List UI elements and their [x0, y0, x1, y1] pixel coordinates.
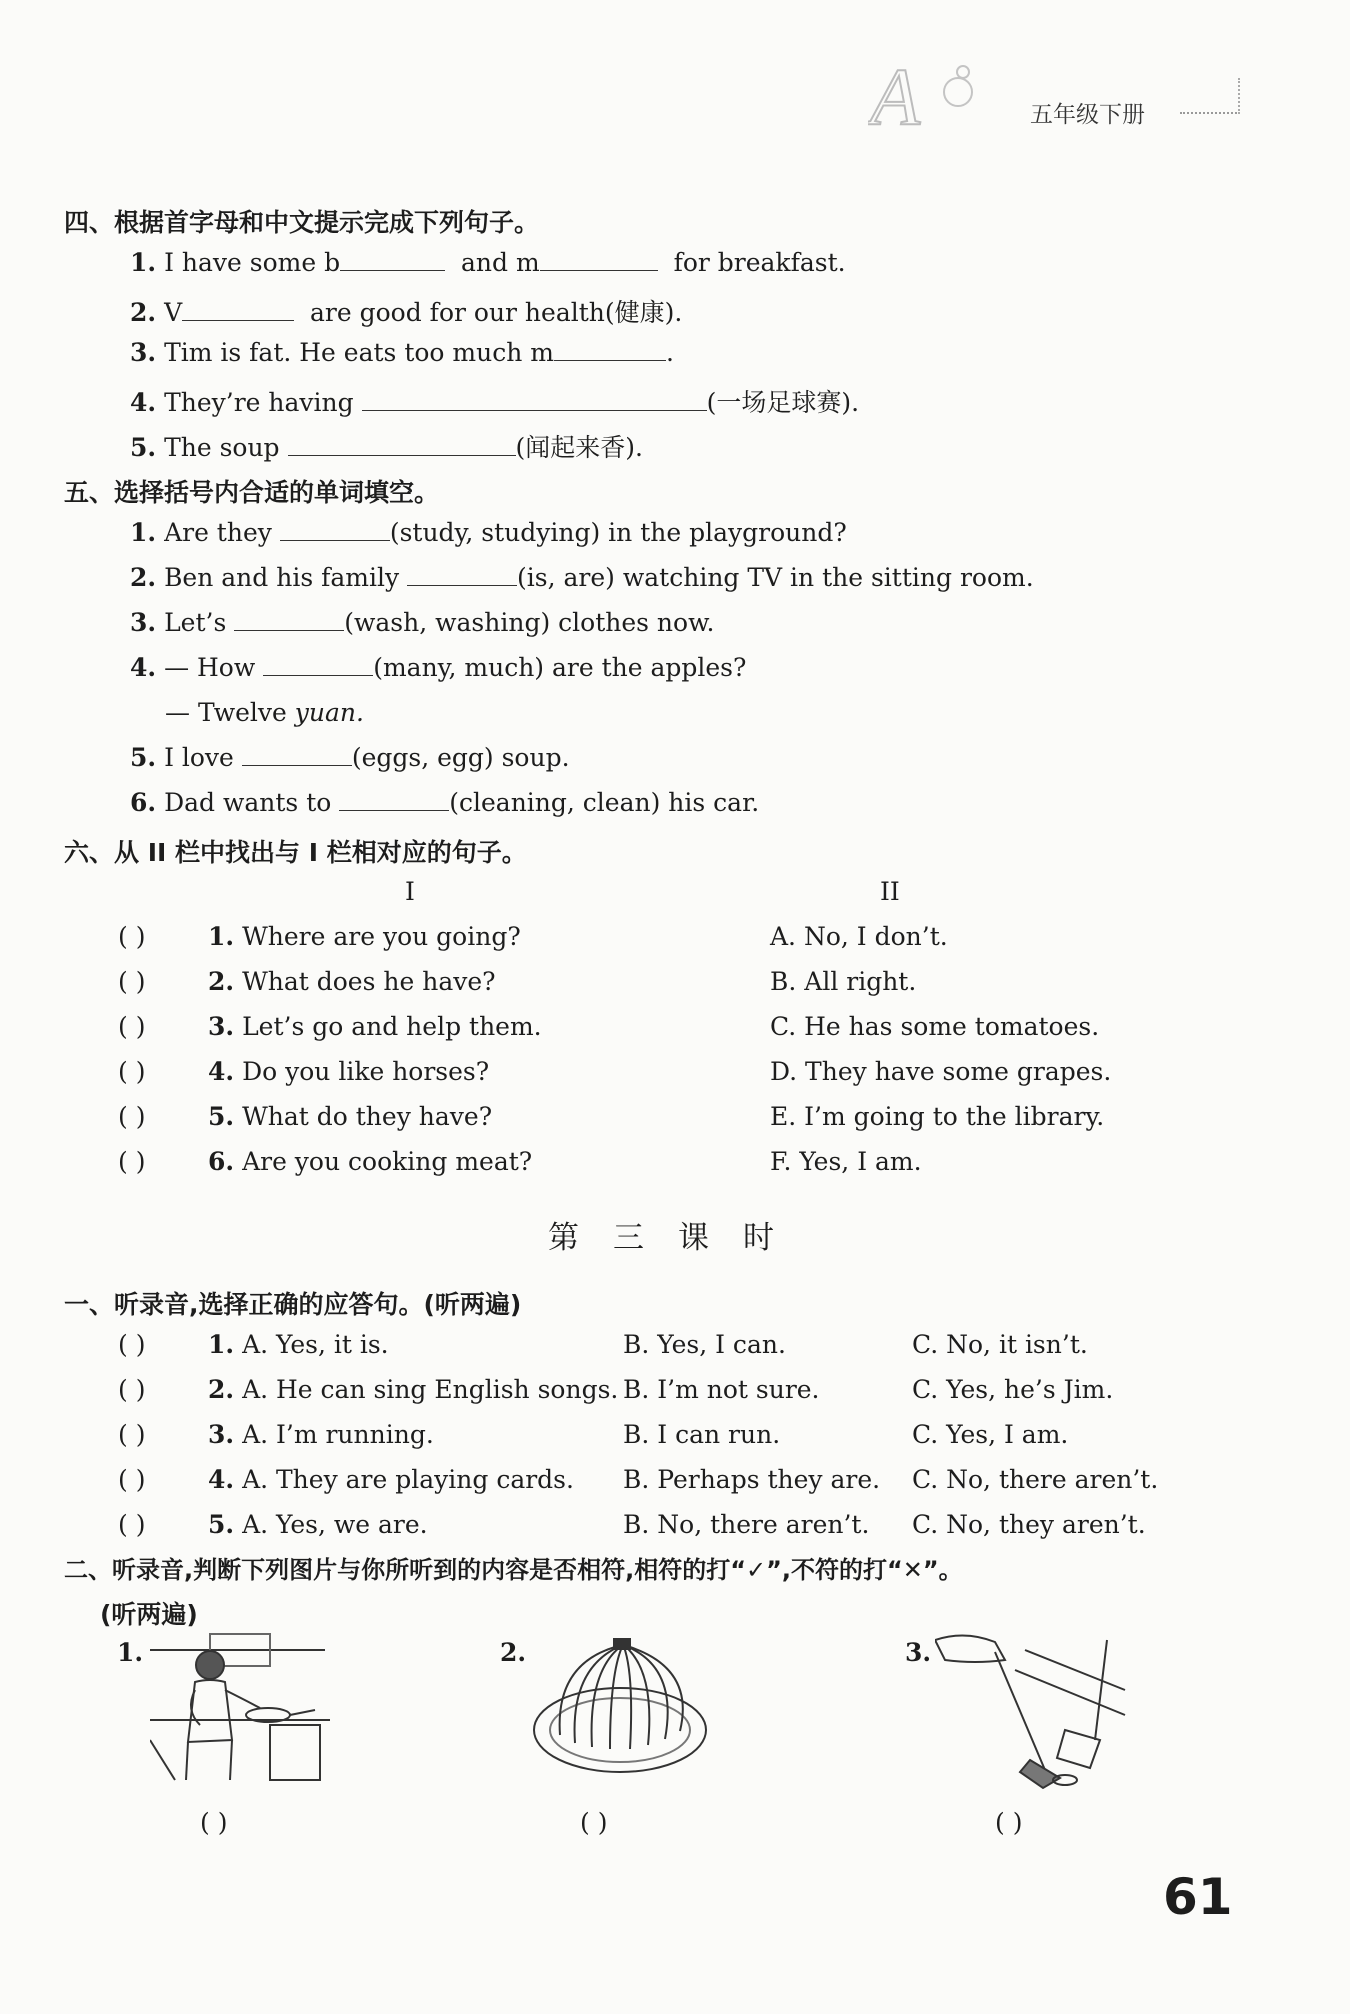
- s5-i1-before: Are they: [164, 518, 272, 547]
- match-left-text: What does he have?: [242, 967, 496, 996]
- choice-c: C. Yes, I am.: [912, 1420, 1069, 1449]
- s4-i4-part1: They’re having: [164, 388, 354, 417]
- match-left-text: Are you cooking meat?: [242, 1147, 533, 1176]
- s5-item3: [130, 608, 714, 637]
- choice-b: B. Perhaps they are.: [623, 1465, 881, 1494]
- picture2-answer-paren[interactable]: ( ): [580, 1808, 608, 1837]
- section5-title: 五、选择括号内合适的单词填空。: [64, 478, 440, 507]
- match-left-text: Do you like horses?: [242, 1057, 490, 1086]
- match-row: [0, 1147, 1350, 1187]
- match-row: [0, 1102, 1350, 1142]
- choice-num: 3.: [208, 1420, 235, 1449]
- s4-i1-blank2[interactable]: [540, 248, 658, 271]
- s5-item5: [130, 743, 570, 772]
- s5-item2: [130, 563, 1034, 592]
- match-right-text: B. All right.: [770, 967, 917, 996]
- svg-text:A: A: [870, 52, 921, 138]
- choice-a: A. He can sing English songs.: [242, 1375, 619, 1404]
- s4-i2-part2: are good for our health(健康).: [310, 298, 683, 327]
- section4-title: 四、根据首字母和中文提示完成下列句子。: [64, 208, 540, 237]
- s5-i3-blank[interactable]: [234, 608, 344, 631]
- s5-i2-before: Ben and his family: [164, 563, 400, 592]
- s5-i1-blank[interactable]: [280, 518, 390, 541]
- lesson-title: 第三课时: [548, 1220, 808, 1256]
- s5-i6-blank[interactable]: [339, 788, 449, 811]
- s4-i4-part2: (一场足球赛).: [706, 388, 860, 417]
- s4-item2: [130, 293, 682, 329]
- cooking-woman-icon: [150, 1630, 330, 1785]
- s5-i6-before: Dad wants to: [164, 788, 332, 817]
- s4-item4: [130, 383, 859, 419]
- s4-i3-part1: Tim is fat. He eats too much m: [164, 338, 554, 367]
- header-dotted-line: [1180, 112, 1240, 114]
- match-row: [0, 967, 1350, 1007]
- choice-a: A. Yes, it is.: [242, 1330, 389, 1359]
- answer-paren[interactable]: ( ): [118, 1420, 146, 1449]
- s4-i3-part2: .: [665, 338, 674, 367]
- choice-b: B. Yes, I can.: [623, 1330, 786, 1359]
- choice-row: [0, 1465, 1350, 1505]
- s5-num3: 3.: [130, 608, 157, 637]
- grade-label: 五年级下册: [1030, 102, 1145, 128]
- match-num: 6.: [208, 1147, 235, 1176]
- picture1-answer-paren[interactable]: ( ): [200, 1808, 228, 1837]
- s5-item4: [130, 653, 746, 682]
- s5-i5-before: I love: [164, 743, 234, 772]
- s5-num5: 5.: [130, 743, 157, 772]
- choice-row: [0, 1420, 1350, 1460]
- match-num: 2.: [208, 967, 235, 996]
- column-I-head: I: [405, 877, 415, 906]
- answer-paren[interactable]: ( ): [118, 1375, 146, 1404]
- s5-i2-blank[interactable]: [407, 563, 517, 586]
- s5-num6: 6.: [130, 788, 157, 817]
- choice-c: C. Yes, he’s Jim.: [912, 1375, 1114, 1404]
- s4-i1-blank1[interactable]: [340, 248, 445, 271]
- header-dotted-edge: [1238, 78, 1240, 114]
- s4-num1: 1.: [130, 248, 157, 277]
- s5-i6-after: (cleaning, clean) his car.: [449, 788, 760, 817]
- answer-paren[interactable]: ( ): [118, 1465, 146, 1494]
- picture3-answer-paren[interactable]: ( ): [995, 1808, 1023, 1837]
- match-right-text: A. No, I don’t.: [770, 922, 948, 951]
- match-left-text: What do they have?: [242, 1102, 493, 1131]
- s5-i4-before: — How: [164, 653, 256, 682]
- match-row: [0, 1057, 1350, 1097]
- answer-paren[interactable]: ( ): [118, 1147, 146, 1176]
- s4-i2-part1: V: [164, 298, 183, 327]
- match-num: 1.: [208, 922, 235, 951]
- match-right-text: E. I’m going to the library.: [770, 1102, 1105, 1131]
- s5-num2: 2.: [130, 563, 157, 592]
- s4-i1-part2: and m: [461, 248, 540, 277]
- s5-i1-after: (study, studying) in the playground?: [389, 518, 847, 547]
- page-number: 61: [1163, 1868, 1233, 1926]
- s4-i5-part1: The soup: [164, 433, 280, 462]
- s5-i2-after: (is, are) watching TV in the sitting room.: [517, 563, 1034, 592]
- choice-a: A. I’m running.: [242, 1420, 434, 1449]
- choice-c: C. No, they aren’t.: [912, 1510, 1146, 1539]
- match-num: 5.: [208, 1102, 235, 1131]
- choice-num: 4.: [208, 1465, 235, 1494]
- s4-num5: 5.: [130, 433, 157, 462]
- choice-c: C. No, there aren’t.: [912, 1465, 1159, 1494]
- s5-i3-after: (wash, washing) clothes now.: [344, 608, 715, 637]
- s4-num3: 3.: [130, 338, 157, 367]
- s5-num4: 4.: [130, 653, 157, 682]
- s5-i3-before: Let’s: [164, 608, 227, 637]
- listen2-subtitle: (听两遍): [100, 1600, 198, 1629]
- answer-paren[interactable]: ( ): [118, 1057, 146, 1086]
- choice-num: 2.: [208, 1375, 235, 1404]
- match-num: 4.: [208, 1057, 235, 1086]
- s4-item1: [130, 248, 846, 277]
- choice-b: B. No, there aren’t.: [623, 1510, 870, 1539]
- choice-b: B. I’m not sure.: [623, 1375, 820, 1404]
- match-row: [0, 922, 1350, 962]
- s4-i4-blank[interactable]: [362, 388, 707, 411]
- s4-item3: [130, 338, 674, 367]
- s5-i4b-after: yuan.: [294, 698, 364, 727]
- s5-i4-after: (many, much) are the apples?: [373, 653, 747, 682]
- s5-item4-answer: [165, 698, 364, 727]
- match-num: 3.: [208, 1012, 235, 1041]
- choice-num: 1.: [208, 1330, 235, 1359]
- s5-i5-after: (eggs, egg) soup.: [351, 743, 570, 772]
- choice-a: A. Yes, we are.: [242, 1510, 428, 1539]
- choice-c: C. No, it isn’t.: [912, 1330, 1088, 1359]
- s4-i5-blank[interactable]: [288, 433, 516, 456]
- s4-i1-part3: for breakfast.: [673, 248, 846, 277]
- match-left-text: Let’s go and help them.: [242, 1012, 542, 1041]
- answer-paren[interactable]: ( ): [118, 1330, 146, 1359]
- match-row: [0, 1012, 1350, 1052]
- s5-i5-blank[interactable]: [242, 743, 352, 766]
- s4-num2: 2.: [130, 298, 157, 327]
- s5-i4-blank[interactable]: [263, 653, 373, 676]
- bananas-plate-icon: [530, 1635, 710, 1780]
- s4-i2-blank[interactable]: [182, 298, 294, 321]
- match-left-text: Where are you going?: [242, 922, 521, 951]
- choice-b: B. I can run.: [623, 1420, 781, 1449]
- sweeping-broom-icon: [935, 1630, 1135, 1790]
- answer-paren[interactable]: ( ): [118, 1102, 146, 1131]
- section6-title: 六、从 II 栏中找出与 I 栏相对应的句子。: [64, 838, 527, 867]
- match-right-text: D. They have some grapes.: [770, 1057, 1112, 1086]
- s5-i4b-before: — Twelve: [165, 698, 287, 727]
- s4-num4: 4.: [130, 388, 157, 417]
- answer-paren[interactable]: ( ): [118, 1012, 146, 1041]
- choice-row: [0, 1330, 1350, 1370]
- s4-item5: [130, 428, 643, 464]
- picture3-num: 3.: [905, 1638, 932, 1667]
- s4-i3-blank[interactable]: [554, 338, 666, 361]
- s5-num1: 1.: [130, 518, 157, 547]
- header-logo-icon: [868, 52, 978, 138]
- answer-paren[interactable]: ( ): [118, 1510, 146, 1539]
- s5-item1: [130, 518, 847, 547]
- column-II-head: II: [880, 877, 900, 906]
- answer-paren[interactable]: ( ): [118, 922, 146, 951]
- answer-paren[interactable]: ( ): [118, 967, 146, 996]
- choice-a: A. They are playing cards.: [242, 1465, 574, 1494]
- choice-num: 5.: [208, 1510, 235, 1539]
- listen2-title: 二、听录音,判断下列图片与你所听到的内容是否相符,相符的打“✓”,不符的打“✕”。: [64, 1556, 963, 1584]
- s4-i5-part2: (闻起来香).: [515, 433, 643, 462]
- picture2-num: 2.: [500, 1638, 527, 1667]
- picture1-num: 1.: [117, 1638, 144, 1667]
- match-right-text: C. He has some tomatoes.: [770, 1012, 1100, 1041]
- choice-row: [0, 1510, 1350, 1550]
- match-right-text: F. Yes, I am.: [770, 1147, 922, 1176]
- s5-item6: [130, 788, 759, 817]
- s4-i1-part1: I have some b: [164, 248, 341, 277]
- choice-row: [0, 1375, 1350, 1415]
- listen1-title: 一、听录音,选择正确的应答句。(听两遍): [64, 1290, 522, 1319]
